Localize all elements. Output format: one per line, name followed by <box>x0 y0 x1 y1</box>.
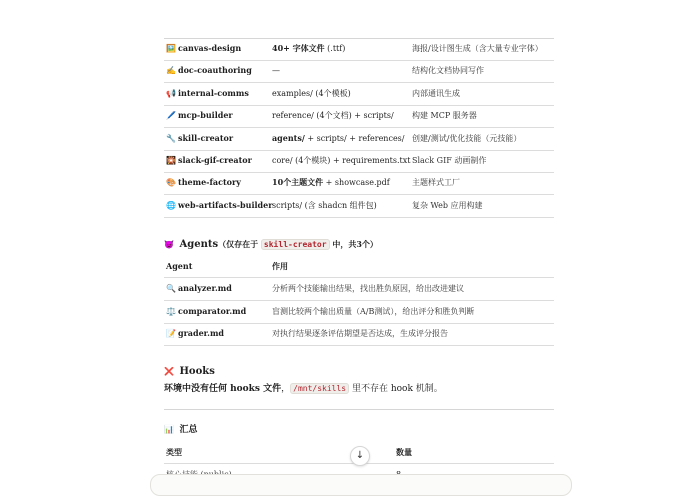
sparkler-icon: 🎇 <box>166 155 176 165</box>
bar-chart-icon: 📊 <box>164 424 174 434</box>
skill-description: 创建/测试/优化技能（元技能） <box>412 133 522 143</box>
skill-name: web-artifacts-builder <box>178 199 273 210</box>
palette-icon: 🎨 <box>166 177 176 188</box>
skill-name: doc-coauthoring <box>178 65 252 76</box>
skill-name: theme-factory <box>178 177 241 188</box>
hooks-heading: ❌ Hooks <box>164 366 215 377</box>
skill-description: Slack GIF 动画制作 <box>412 156 487 165</box>
agents-heading: 😈 Agents（仅存在于 skill-creator 中，共3个） <box>164 239 378 250</box>
skill-description: 结构化文档协同写作 <box>412 66 484 76</box>
loudspeaker-icon: 📢 <box>166 87 176 98</box>
table-row <box>164 172 554 195</box>
agent-role: 对执行结果逐条评估期望是否达成，生成评分报告 <box>272 329 448 338</box>
table-row <box>164 301 554 324</box>
agent-name: grader.md <box>178 328 224 338</box>
table-row <box>164 150 554 173</box>
skill-files: examples/ (4个模板) <box>272 88 351 98</box>
message-composer[interactable] <box>150 474 572 496</box>
picture-icon: 🖼️ <box>166 43 176 53</box>
skill-description: 内部通讯生成 <box>412 88 460 98</box>
magnifier-icon: 🔍 <box>166 283 176 293</box>
table-row <box>164 38 554 61</box>
skill-name: mcp-builder <box>178 110 233 121</box>
table-row <box>164 195 554 218</box>
table-row <box>164 83 554 106</box>
skill-files: 40+ 字体文件 (.ttf) <box>272 43 346 53</box>
agent-role: 分析两个技能输出结果，找出胜负原因，给出改进建议 <box>272 284 464 293</box>
pen-icon: 🖊️ <box>166 110 176 121</box>
skill-files: core/ (4个模块) + requirements.txt <box>272 156 411 165</box>
skill-name: skill-creator <box>178 132 234 143</box>
col-count: 数量 <box>396 447 412 457</box>
table-row <box>164 278 554 301</box>
skill-files: — <box>272 66 280 76</box>
agent-name: analyzer.md <box>178 283 232 293</box>
skill-description: 主题样式工厂 <box>412 178 460 188</box>
table-row <box>164 323 554 346</box>
summary-heading: 📊 汇总 <box>164 424 198 435</box>
agent-name: comparator.md <box>178 305 247 316</box>
skill-name: slack-gif-creator <box>178 155 252 165</box>
cross-mark-icon: ❌ <box>164 366 174 376</box>
globe-icon: 🌐 <box>166 199 176 210</box>
skill-description: 海报/设计图生成（含大量专业字体） <box>412 44 543 53</box>
section-divider <box>164 409 554 410</box>
skill-files: agents/ + scripts/ + references/ <box>272 132 405 143</box>
wrench-icon: 🔧 <box>166 132 176 143</box>
scroll-to-bottom-button[interactable]: ↓ <box>350 446 370 466</box>
writing-hand-icon: ✍️ <box>166 65 176 76</box>
skill-files: reference/ (4个文档) + scripts/ <box>272 111 394 121</box>
memo-icon: 📝 <box>166 328 176 338</box>
inline-code: skill-creator <box>261 239 330 250</box>
skill-name: internal-comms <box>178 87 249 98</box>
col-role: 作用 <box>272 261 288 271</box>
table-row <box>164 60 554 83</box>
hooks-text: 环境中没有任何 hooks 文件， /mnt/skills 里不存在 hook 机制。 <box>164 384 443 394</box>
inline-code: /mnt/skills <box>290 383 349 394</box>
scale-icon: ⚖️ <box>166 305 176 316</box>
table-row <box>164 105 554 128</box>
col-agent: Agent <box>166 261 193 271</box>
skill-description: 构建 MCP 服务器 <box>412 111 477 121</box>
table-row <box>164 128 554 151</box>
agents-table-header <box>164 255 554 278</box>
agent-face-icon: 😈 <box>164 239 174 249</box>
agent-role: 盲测比较两个输出质量（A/B测试），给出评分和胜负判断 <box>272 306 475 316</box>
skill-files: scripts/ (含 shadcn 组件包) <box>272 200 377 210</box>
skill-description: 复杂 Web 应用构建 <box>412 200 483 210</box>
skill-name: canvas-design <box>178 43 242 53</box>
skill-files: 10个主题文件 + showcase.pdf <box>272 177 390 188</box>
col-type: 类型 <box>166 447 182 457</box>
